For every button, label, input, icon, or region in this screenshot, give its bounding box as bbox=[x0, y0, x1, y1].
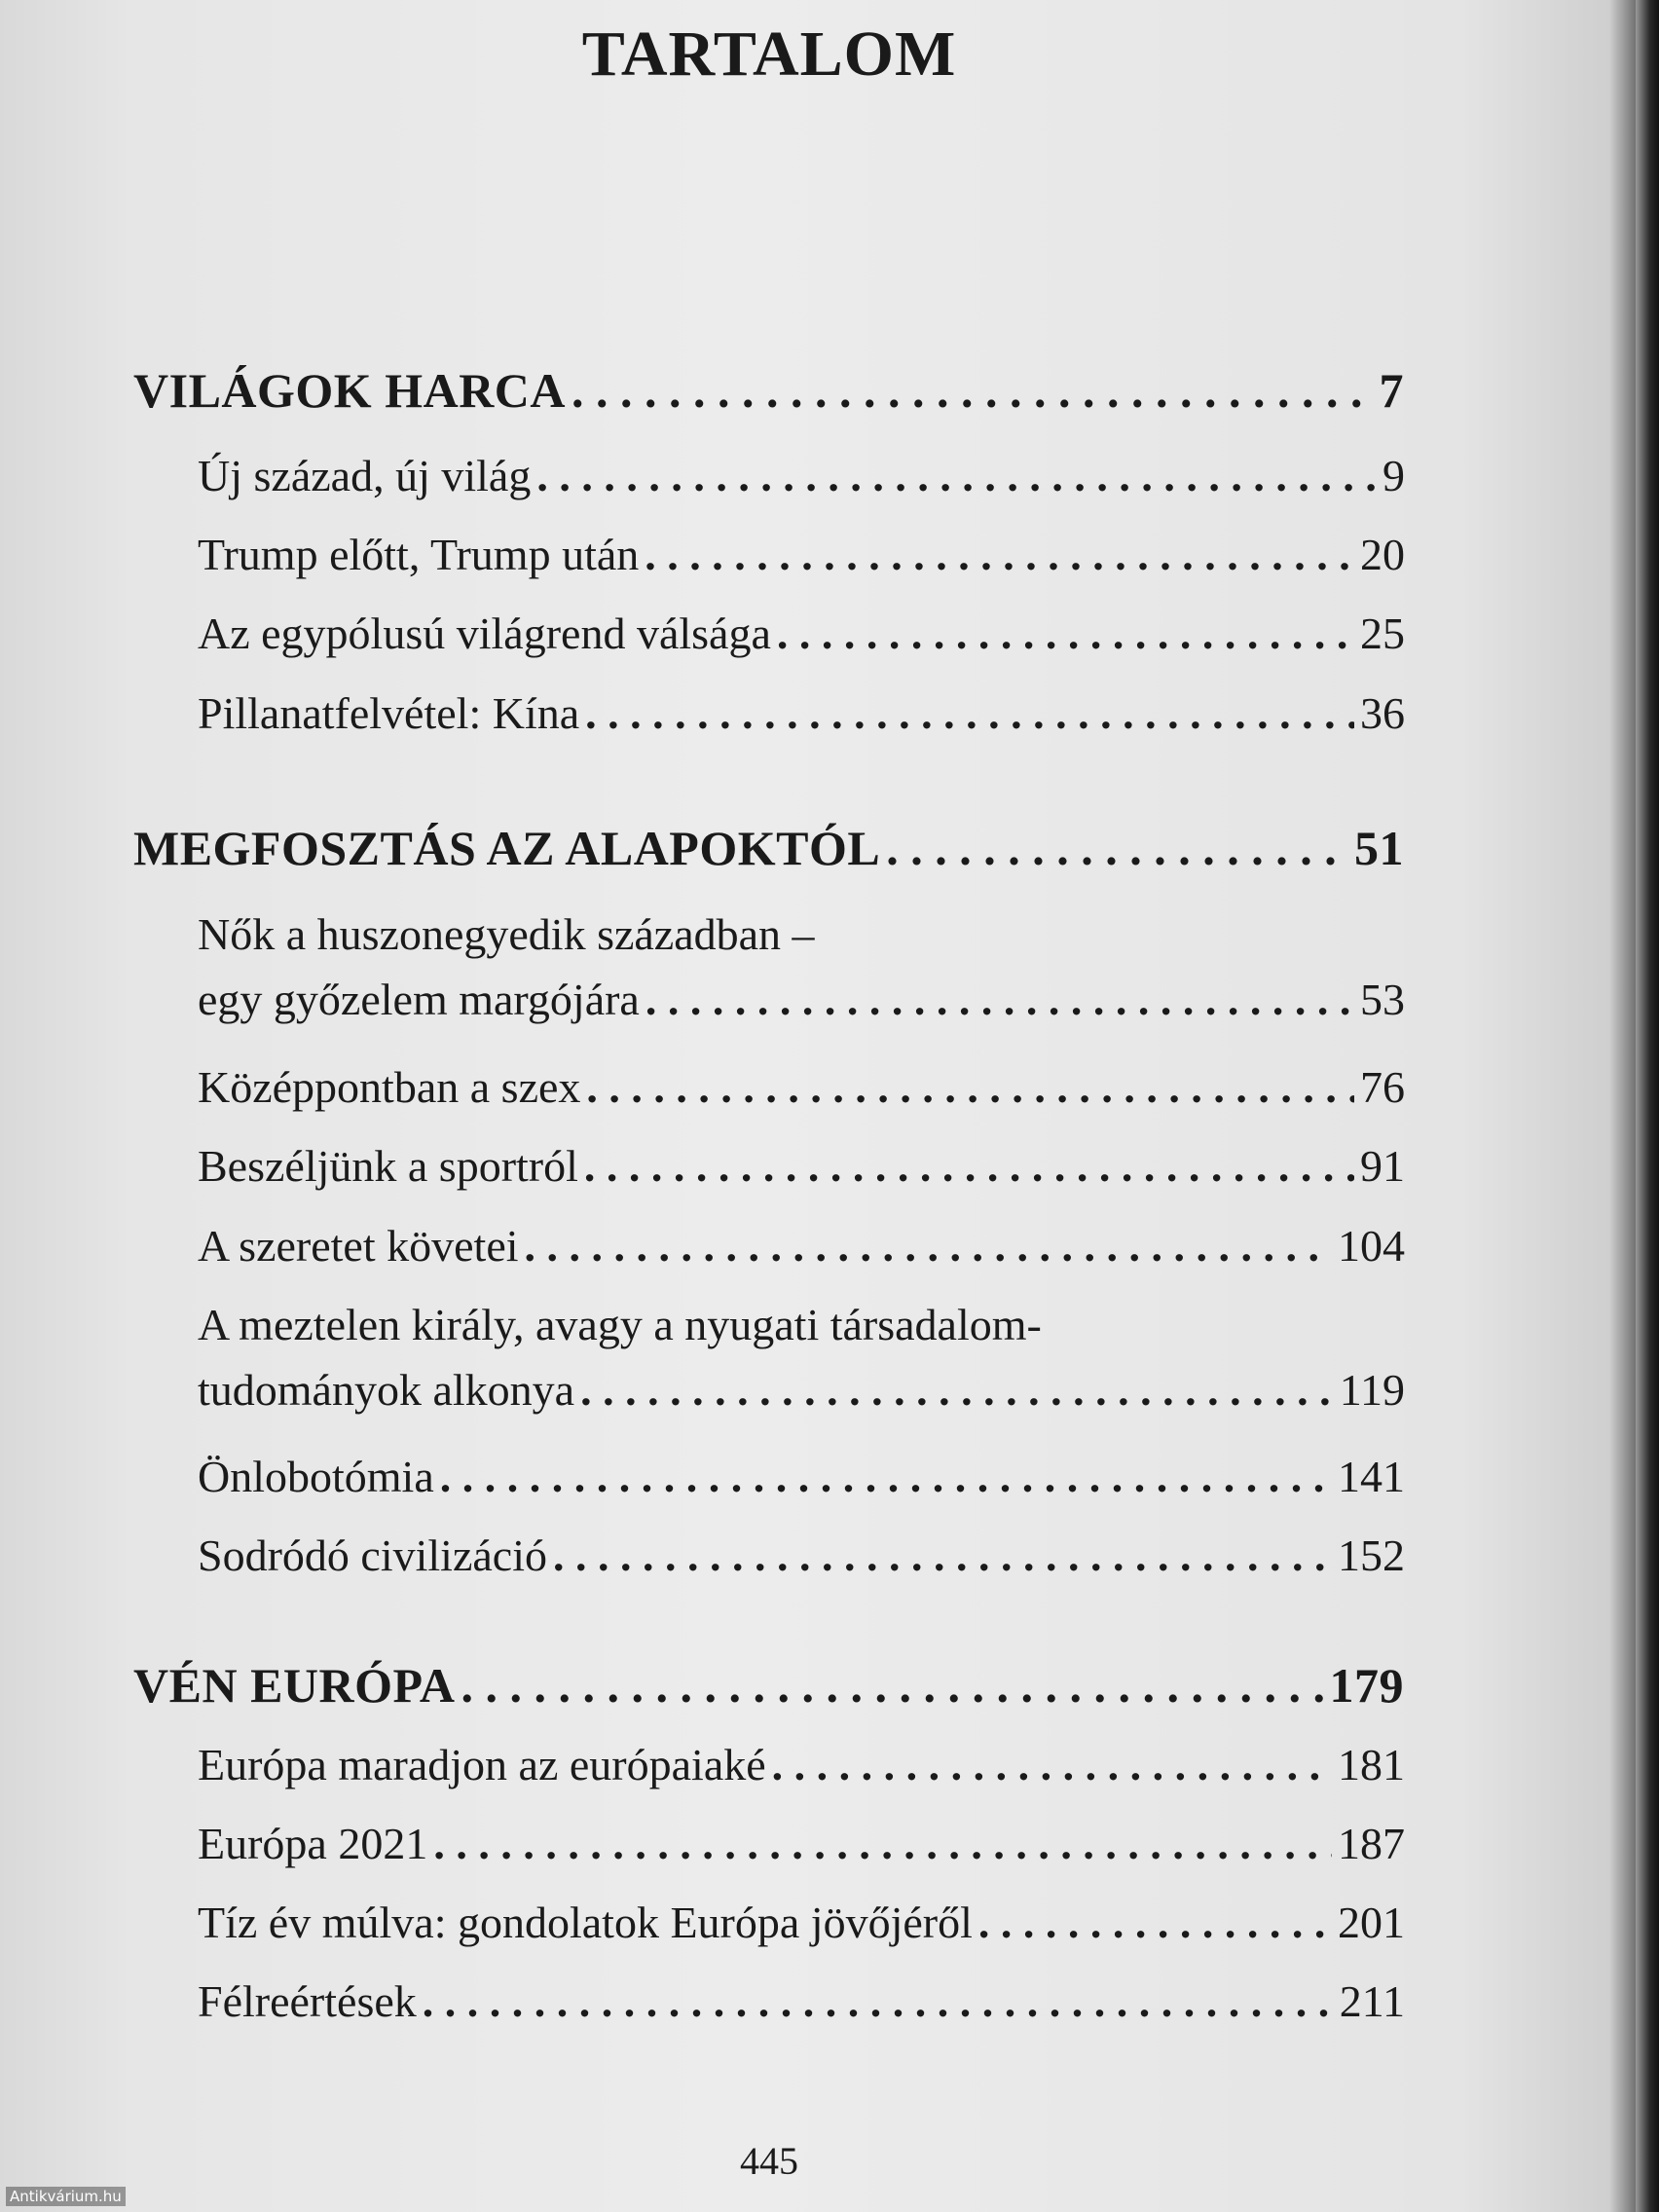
toc-entry[interactable] bbox=[198, 450, 1405, 501]
entry-title: A szeretet követei bbox=[198, 1221, 519, 1271]
dot-leader bbox=[978, 1897, 1332, 1948]
toc-entry[interactable] bbox=[198, 1061, 1405, 1113]
toc-entry[interactable] bbox=[198, 1451, 1405, 1502]
dot-leader bbox=[584, 1140, 1354, 1192]
entry-page-number: 76 bbox=[1360, 1062, 1405, 1112]
entry-page-number: 152 bbox=[1338, 1530, 1405, 1580]
entry-title: Új század, új világ bbox=[198, 451, 532, 500]
page-number-footer: 445 bbox=[740, 2139, 798, 2183]
dot-leader bbox=[580, 1364, 1334, 1416]
dot-leader bbox=[585, 687, 1354, 739]
entry-page-number: 181 bbox=[1338, 1740, 1405, 1789]
entry-title: Európa 2021 bbox=[198, 1819, 428, 1868]
dot-leader bbox=[461, 1657, 1323, 1714]
dot-leader bbox=[645, 974, 1354, 1025]
dot-leader bbox=[536, 450, 1377, 501]
dot-leader bbox=[571, 362, 1373, 419]
section-page-number: 7 bbox=[1379, 363, 1404, 418]
entry-title: Beszéljünk a sportról bbox=[198, 1141, 578, 1191]
entry-title: Európa maradjon az európaiaké bbox=[198, 1740, 766, 1789]
dot-leader bbox=[433, 1818, 1332, 1869]
dot-leader bbox=[553, 1530, 1332, 1581]
watermark: Antikvárium.hu bbox=[6, 2187, 126, 2206]
entry-title: Félreértések bbox=[198, 1976, 417, 2026]
toc-entry[interactable] bbox=[198, 1220, 1405, 1272]
entry-page-number: 20 bbox=[1360, 530, 1405, 579]
dot-leader bbox=[423, 1975, 1334, 2027]
entry-page-number: 141 bbox=[1338, 1452, 1405, 1501]
page-edge bbox=[1636, 0, 1659, 2212]
entry-page-number: 119 bbox=[1339, 1365, 1405, 1415]
dot-leader bbox=[772, 1739, 1332, 1790]
entry-title: Az egypólusú világrend válsága bbox=[198, 608, 771, 658]
dot-leader bbox=[777, 608, 1354, 659]
toc-section-ven-europa[interactable] bbox=[133, 1657, 1404, 1714]
dot-leader bbox=[645, 529, 1354, 580]
toc-section-megfosztas-az-alapoktol[interactable] bbox=[133, 820, 1404, 876]
toc-entry[interactable] bbox=[198, 529, 1405, 580]
entry-page-number: 25 bbox=[1360, 608, 1405, 658]
toc-entry[interactable] bbox=[198, 608, 1405, 659]
entry-title-line2: tudományok alkonya bbox=[198, 1365, 575, 1415]
entry-title: Középpontban a szex bbox=[198, 1062, 581, 1112]
section-title: VÉN EURÓPA bbox=[133, 1658, 456, 1713]
entry-title: Sodródó civilizáció bbox=[198, 1530, 547, 1580]
entry-title: Pillanatfelvétel: Kína bbox=[198, 688, 580, 738]
entry-page-number: 201 bbox=[1338, 1898, 1405, 1947]
section-page-number: 51 bbox=[1354, 821, 1404, 875]
entry-title: Tíz év múlva: gondolatok Európa jövőjéről bbox=[198, 1898, 973, 1947]
toc-entry[interactable] bbox=[198, 1530, 1405, 1581]
dot-leader bbox=[440, 1451, 1332, 1502]
dot-leader bbox=[586, 1061, 1354, 1113]
section-page-number: 179 bbox=[1329, 1658, 1404, 1713]
toc-entry[interactable] bbox=[198, 1975, 1405, 2027]
section-title: MEGFOSZTÁS AZ ALAPOKTÓL bbox=[133, 821, 881, 875]
entry-page-number: 91 bbox=[1360, 1141, 1405, 1191]
dot-leader bbox=[886, 820, 1348, 876]
section-title: VILÁGOK HARCA bbox=[133, 363, 567, 418]
toc-entry[interactable] bbox=[198, 1897, 1405, 1948]
entry-page-number: 104 bbox=[1338, 1221, 1405, 1271]
entry-title-line2: egy győzelem margójára bbox=[198, 975, 640, 1024]
entry-page-number: 53 bbox=[1360, 975, 1405, 1024]
toc-section-vilagok-harca[interactable] bbox=[133, 362, 1404, 419]
toc-heading: TARTALOM bbox=[581, 18, 957, 90]
toc-entry[interactable] bbox=[198, 908, 1405, 1025]
entry-title-line1: A meztelen király, avagy a nyugati társadalom- bbox=[198, 1300, 1042, 1349]
toc-entry[interactable] bbox=[198, 1739, 1405, 1790]
toc-entry[interactable] bbox=[198, 1818, 1405, 1869]
entry-page-number: 36 bbox=[1360, 688, 1405, 738]
entry-page-number: 187 bbox=[1338, 1819, 1405, 1868]
dot-leader bbox=[525, 1220, 1332, 1272]
entry-title: Trump előtt, Trump után bbox=[198, 530, 640, 579]
toc-entry[interactable] bbox=[198, 1299, 1405, 1416]
entry-title: Önlobotómia bbox=[198, 1452, 434, 1501]
entry-page-number: 211 bbox=[1339, 1976, 1405, 2026]
entry-page-number: 9 bbox=[1382, 451, 1405, 500]
toc-entry[interactable] bbox=[198, 687, 1405, 739]
entry-title-line1: Nők a huszonegyedik században – bbox=[198, 909, 815, 959]
toc-entry[interactable] bbox=[198, 1140, 1405, 1192]
